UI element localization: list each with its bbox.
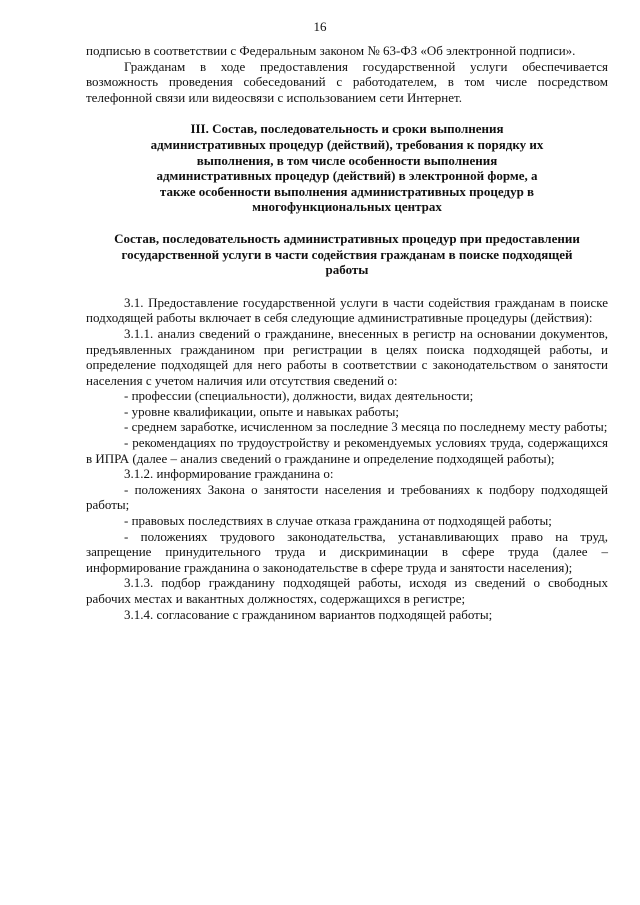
list-item: - среднем заработке, исчисленном за последние 3 месяца по последнему месту работы;: [124, 419, 608, 435]
paragraph: 3.1. Предоставление государственной услуги в части содействия гражданам в поиске подходящей работы включает в себя следующие административные процедуры (действия):: [86, 294, 608, 326]
list-item: - рекомендациях по трудоустройству и рекомендуемых условиях труда, содержащихся в ИПРА (далее – анализ сведений о гражданине и определение подходящей работы);: [86, 435, 608, 466]
paragraph: Гражданам в ходе предоставления государственной услуги обеспечивается возможность проведения собеседований с работодателем, в том числе посредством телефонной связи или видеосвязи с использованием сети Интернет.: [86, 58, 608, 105]
paragraph: 3.1.1. анализ сведений о гражданине, внесенных в регистр на основании документов, предъявленных гражданином при регистрации в целях поиска подходящей работы, и определение подходящей для него работы в соответствии с законодательством о занятости населения с учетом наличия или отсутствия сведений о:: [86, 325, 608, 388]
section-heading: III. Состав, последовательность и сроки выполнения административных процедур (действий), требования к порядку их выполнения, в том числе особенности выполнения административных процедур (действий) в электронной форме, а также особенности выполнения административных процедур в многофункциональных центрах: [150, 121, 544, 215]
list-item: - правовых последствиях в случае отказа гражданина от подходящей работы;: [124, 513, 552, 529]
list-item: - положениях трудового законодательства, устанавливающих право на труд, запрещение принудительного труда и дискриминации в сфере труда (далее – информирование гражданина о законодательстве в сфере труда и занятости населения);: [86, 528, 608, 575]
list-item: - положениях Закона о занятости населения и требованиях к подбору подходящей работы;: [86, 481, 608, 513]
page-number: 16: [313, 19, 327, 34]
document-body: [86, 43, 608, 622]
list-item: - профессии (специальности), должности, видах деятельности;: [124, 388, 474, 404]
paragraph: 3.1.3. подбор гражданину подходящей работы, исходя из сведений о свободных рабочих местах и вакантных должностях, содержащихся в регистре;: [86, 575, 608, 606]
paragraph: 3.1.2. информирование гражданина о:: [124, 466, 334, 482]
paragraph: подписью в соответствии с Федеральным законом № 63-ФЗ «Об электронной подписи».: [86, 43, 576, 58]
list-item: - уровне квалификации, опыте и навыках работы;: [124, 403, 400, 419]
paragraph: 3.1.4. согласование с гражданином вариантов подходящей работы;: [124, 606, 493, 622]
subsection-heading: Состав, последовательность административных процедур при предоставлении государственной услуги в части содействия гражданам в поиске подходящей работы: [114, 230, 580, 278]
